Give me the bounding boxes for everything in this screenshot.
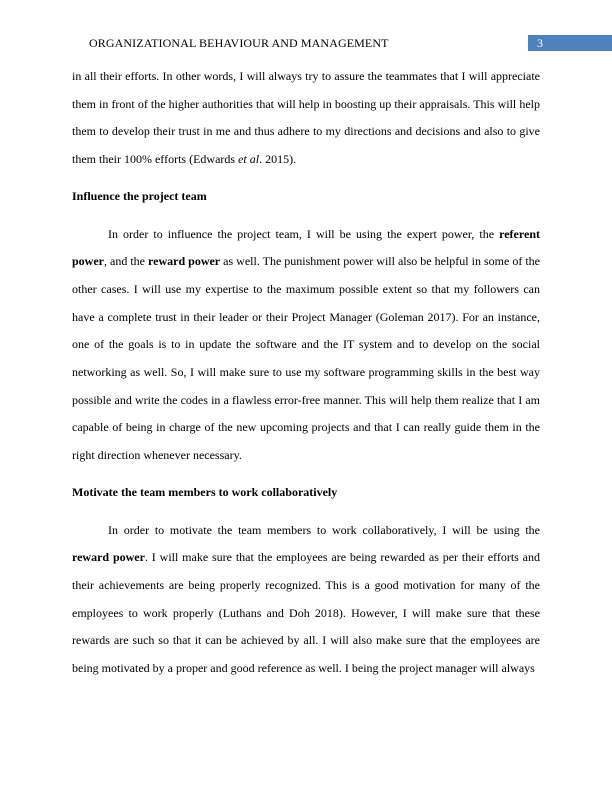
paragraph-continuation — [72, 63, 540, 174]
page-number: 3 — [537, 36, 543, 50]
paragraph-text: , and the — [104, 254, 149, 269]
page-number-bar — [528, 35, 612, 51]
paragraph-motivate — [72, 517, 540, 683]
page-body — [72, 63, 540, 683]
paragraph-text: . 2015). — [259, 152, 297, 167]
running-head-title: ORGANIZATIONAL BEHAVIOUR AND MANAGEMENT — [89, 36, 389, 50]
paragraph-influence — [72, 221, 540, 470]
paragraph-text: In order to influence the project team, I will be using the expert power, the — [108, 226, 500, 241]
paragraph-text: as well. The punishment power will also be helpful in some of the other cases. I will use my expertise to the maximum possible extent so that my followers can have a complete trust in their leader or their Project Manager (Goleman 2017). For an instance, one of the goals is to in update the software and the IT system and to develop on the social networking as well. So, I will make sure to use my software programming skills in the best way possible and write the codes in a flawless error-free manner. This will help them realize that I am capable of being in charge of the new upcoming projects and that I can really guide them in the right direction whenever necessary. — [72, 254, 541, 463]
section-heading-motivate: Motivate the team members to work collaboratively — [72, 484, 338, 499]
bold-term-reward-power: reward power — [148, 254, 221, 269]
section-heading-influence: Influence the project team — [72, 188, 207, 203]
bold-term-referent-power: referent power — [72, 226, 540, 269]
paragraph-text: . I will make sure that the employees are being rewarded as per their efforts and their achievements are being properly recognized. This is a good motivation for many of the employees to work properly (Luthans and Doh 2018). However, I will make sure that these rewards are such so that it can be achieved by all. I will also make sure that the employees are being motivated by a proper and good reference as well. I being the project manager will always — [72, 550, 541, 676]
bold-term-reward-power: reward power — [72, 550, 145, 565]
paragraph-text: in all their efforts. In other words, I will always try to assure the teammates that I will appreciate them in front of the higher authorities that will help in boosting up their appraisals. This will help them to develop their trust in me and thus adhere to my directions and decisions and also to give them their 100% efforts (Edwards — [72, 69, 540, 167]
paragraph-text: In order to motivate the team members to work collaboratively, I will be using the — [108, 522, 540, 537]
citation-italic: et al — [238, 152, 260, 167]
